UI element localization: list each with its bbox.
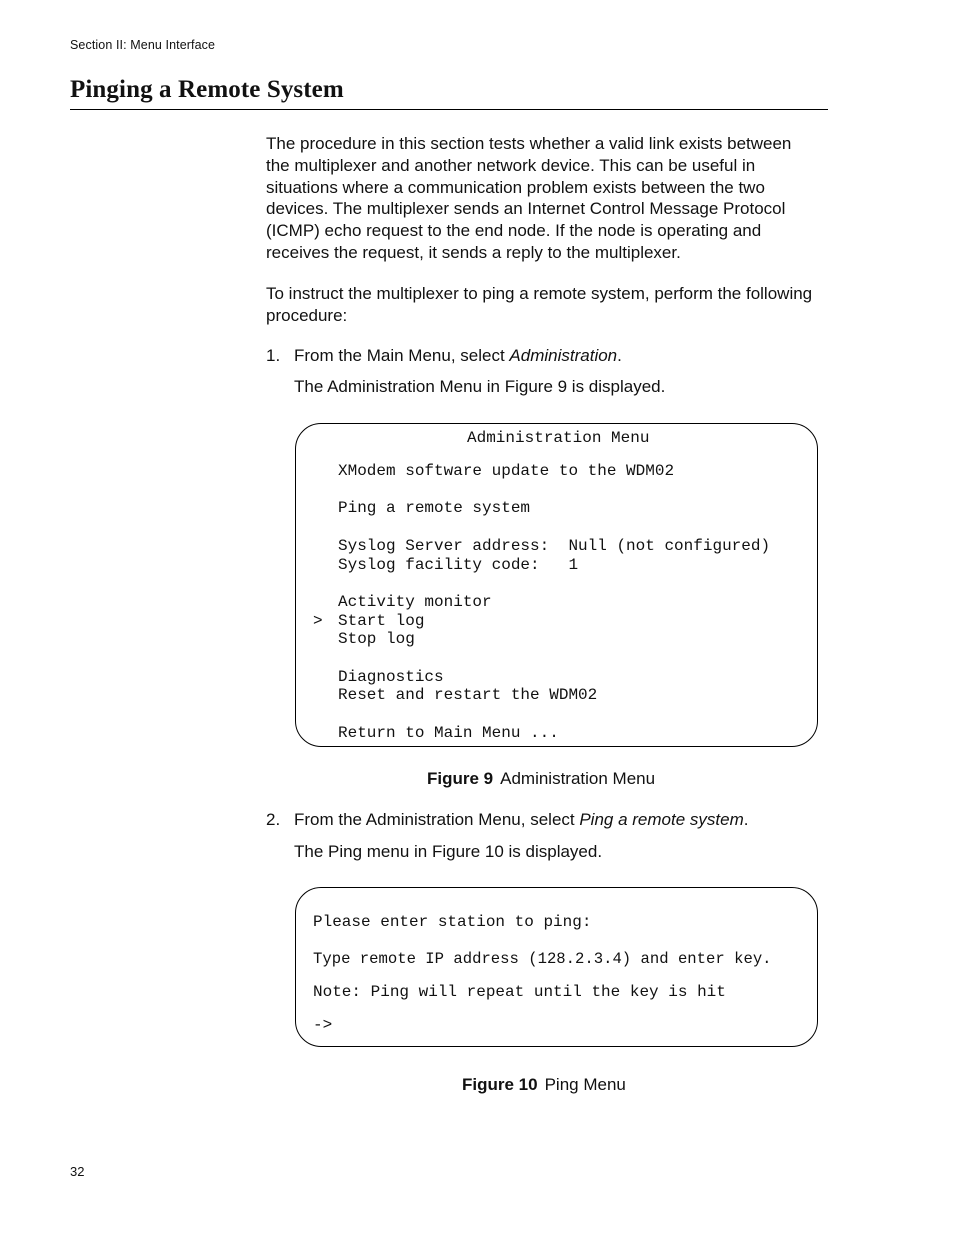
step-2-text-after: . <box>743 810 749 829</box>
syslog-server-value: Null (not configured) <box>568 537 771 555</box>
step-2-text-before: From the Administration Menu, select <box>294 810 580 829</box>
page-number: 32 <box>70 1164 85 1179</box>
admin-menu-screen <box>295 423 818 747</box>
section-title: Pinging a Remote System <box>70 76 344 103</box>
menu-item-ping[interactable]: Ping a remote system <box>338 499 531 517</box>
menu-item-reset[interactable]: Reset and restart the WDM02 <box>338 686 598 704</box>
figure-9-label: Figure 9 <box>427 769 494 788</box>
ping-type-line: Type remote IP address (128.2.3.4) and enter key. <box>313 950 772 968</box>
step-1-text <box>294 345 622 367</box>
menu-item-diagnostics[interactable]: Diagnostics <box>338 668 444 686</box>
intro-paragraph: The procedure in this section tests whether a valid link exists between the multiplexer and another network device. This can be useful in situations where a communication problem exists between the two devices. The multiplexer sends an Internet Control Message Protocol (ICMP) echo request to the end node. If the node is operating and receives the request, it sends a reply to the multiplexer. <box>266 134 792 262</box>
syslog-server-label: Syslog Server address: <box>338 537 550 555</box>
menu-item-activity-monitor[interactable]: Activity monitor <box>338 593 492 611</box>
step-1-text-after: . <box>617 346 622 365</box>
menu-item-syslog-server[interactable] <box>338 537 770 555</box>
ping-note: Note: Ping will repeat until the key is hit <box>313 983 726 1001</box>
step-1-emphasis: Administration <box>509 346 618 365</box>
menu-item-start-log[interactable]: Start log <box>338 612 425 630</box>
ping-prompt: Please enter station to ping: <box>313 913 592 931</box>
menu-item-syslog-facility[interactable] <box>338 556 578 574</box>
menu-item-xmodem[interactable]: XModem software update to the WDM02 <box>338 462 675 480</box>
syslog-facility-value: 1 <box>568 556 579 574</box>
running-head: Section II: Menu Interface <box>70 38 216 52</box>
ping-menu-screen <box>295 887 818 1047</box>
figure-9-caption-text: Administration Menu <box>500 769 656 788</box>
syslog-facility-label: Syslog facility code: <box>338 556 540 574</box>
step-1-text-before: From the Main Menu, select <box>294 346 510 365</box>
instruction-paragraph: To instruct the multiplexer to ping a remote system, perform the following procedure: <box>266 284 813 325</box>
step-1-result: The Administration Menu in Figure 9 is displayed. <box>294 377 666 396</box>
menu-cursor: > <box>313 612 323 630</box>
ping-input-prompt[interactable]: -> <box>313 1016 333 1034</box>
step-2-result: The Ping menu in Figure 10 is displayed. <box>294 842 603 861</box>
figure-10-caption-text: Ping Menu <box>544 1075 626 1094</box>
step-1-number: 1. <box>266 346 281 365</box>
menu-item-return[interactable]: Return to Main Menu ... <box>338 724 559 742</box>
figure-9-caption <box>427 769 655 789</box>
menu-item-stop-log[interactable]: Stop log <box>338 630 415 648</box>
step-2-text <box>294 809 748 831</box>
step-2-emphasis: Ping a remote system <box>579 810 744 829</box>
figure-10-caption <box>462 1075 626 1095</box>
admin-menu-title: Administration Menu <box>467 429 650 447</box>
figure-10-label: Figure 10 <box>462 1075 538 1094</box>
title-rule <box>70 109 828 110</box>
step-2-number: 2. <box>266 810 281 829</box>
